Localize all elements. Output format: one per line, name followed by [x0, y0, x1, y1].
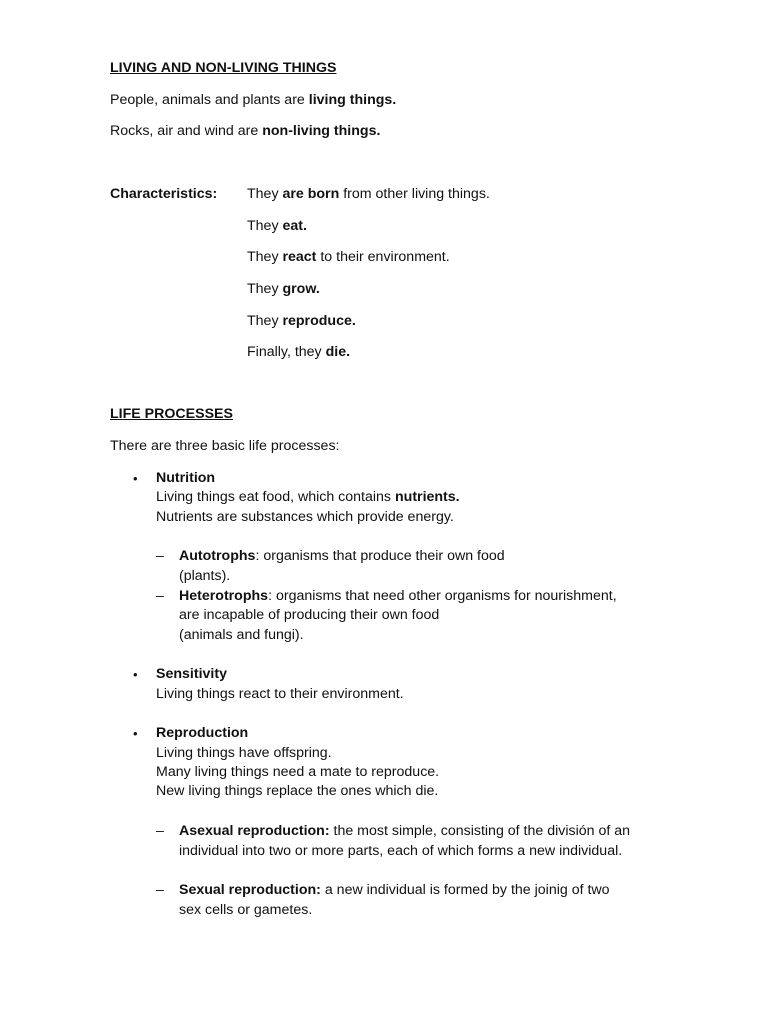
- sensitivity-title: Sensitivity: [156, 666, 227, 682]
- autotrophs-definition: [179, 548, 505, 565]
- text-run: They: [247, 218, 283, 234]
- characteristics-label: Characteristics:: [110, 186, 218, 202]
- text-run: They: [247, 249, 283, 265]
- reproduction-line-3: New living things replace the ones which die.: [156, 783, 439, 799]
- dash-icon: –: [156, 588, 164, 604]
- bold-run: non-living things.: [262, 123, 381, 139]
- section-heading-life-processes: LIFE PROCESSES: [110, 406, 233, 422]
- sexual-reproduction-continuation: sex cells or gametes.: [179, 902, 313, 918]
- text-run: : organisms that need other organisms for nourishment,: [268, 588, 617, 604]
- characteristic-item: [247, 344, 350, 361]
- reproduction-line-2: Many living things need a mate to reproduce.: [156, 764, 440, 780]
- text-run: They: [247, 281, 283, 297]
- dash-icon: –: [156, 548, 164, 564]
- text-run: the most simple, consisting of the división of an: [329, 823, 631, 839]
- reproduction-line-1: Living things have offspring.: [156, 745, 332, 761]
- characteristic-item: [247, 313, 356, 330]
- bold-run: die.: [325, 344, 351, 360]
- bold-run: living things.: [308, 92, 397, 108]
- bold-run: grow.: [282, 281, 320, 297]
- asexual-reproduction-continuation: individual into two or more parts, each of which forms a new individual.: [179, 843, 623, 859]
- heterotrophs-continuation: (animals and fungi).: [179, 627, 304, 643]
- text-run: a new individual is formed by the joinig of two: [320, 882, 610, 898]
- characteristic-item: [247, 186, 490, 203]
- bold-run: Autotrophs: [179, 548, 256, 564]
- bold-run: reproduce.: [282, 313, 356, 329]
- dash-icon: –: [156, 882, 164, 898]
- bold-run: react: [282, 249, 317, 265]
- text-run: Rocks, air and wind are: [110, 123, 263, 139]
- text-run: Living things eat food, which contains: [156, 489, 395, 505]
- bold-run: Heterotrophs: [179, 588, 269, 604]
- bullet-icon: •: [133, 726, 138, 741]
- bold-run: are born: [282, 186, 340, 202]
- autotrophs-continuation: (plants).: [179, 568, 231, 584]
- bold-run: Sexual reproduction:: [179, 882, 321, 898]
- text-run: from other living things.: [339, 186, 490, 202]
- paragraph-non-living-things: [110, 123, 380, 140]
- nutrition-line-2: Nutrients are substances which provide energy.: [156, 509, 454, 525]
- characteristic-item: [247, 281, 320, 298]
- text-run: Finally, they: [247, 344, 326, 360]
- heterotrophs-continuation: are incapable of producing their own food: [179, 607, 440, 623]
- text-run: They: [247, 186, 283, 202]
- characteristic-item: [247, 249, 450, 266]
- text-run: : organisms that produce their own food: [255, 548, 505, 564]
- nutrition-line-1: [156, 489, 460, 506]
- asexual-reproduction-definition: [179, 823, 630, 840]
- dash-icon: –: [156, 823, 164, 839]
- nutrition-title: Nutrition: [156, 470, 216, 486]
- characteristic-item: [247, 218, 307, 235]
- sexual-reproduction-definition: [179, 882, 610, 899]
- section-heading-living: LIVING AND NON-LIVING THINGS: [110, 60, 337, 76]
- text-run: to their environment.: [316, 249, 450, 265]
- bold-run: eat.: [282, 218, 307, 234]
- bullet-icon: •: [133, 667, 138, 682]
- heterotrophs-definition: [179, 588, 617, 605]
- paragraph-living-things: [110, 92, 396, 109]
- life-processes-intro: There are three basic life processes:: [110, 438, 340, 454]
- text-run: They: [247, 313, 283, 329]
- sensitivity-line-1: Living things react to their environment.: [156, 686, 404, 702]
- text-run: People, animals and plants are: [110, 92, 309, 108]
- bold-run: nutrients.: [394, 489, 460, 505]
- reproduction-title: Reproduction: [156, 725, 249, 741]
- bold-run: Asexual reproduction:: [179, 823, 330, 839]
- bullet-icon: •: [133, 471, 138, 486]
